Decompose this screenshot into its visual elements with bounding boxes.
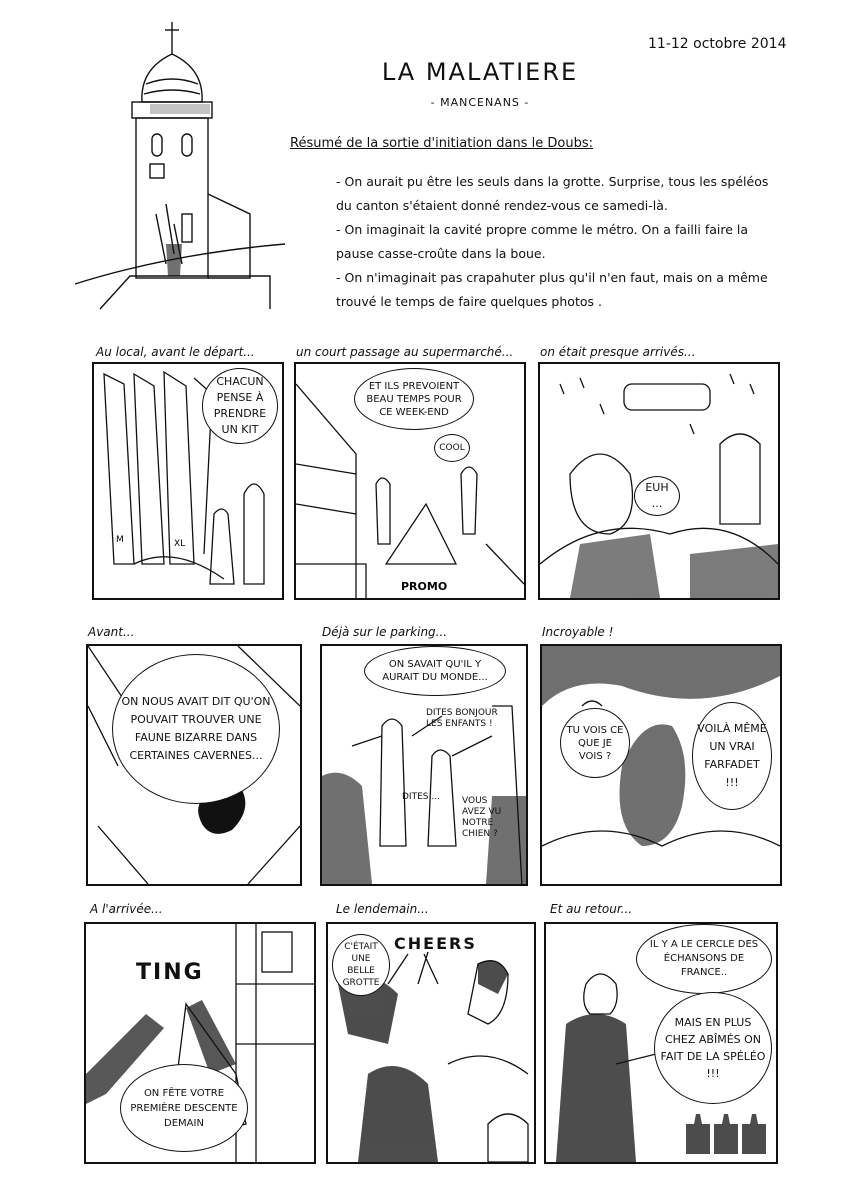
- speech-bubble: VOILÀ MÊME UN VRAI FARFADET !!!: [692, 702, 772, 810]
- panel-6-caption: Incroyable !: [542, 625, 614, 639]
- page-subtitle: - MANCENANS -: [430, 96, 530, 109]
- panel-7-caption: A l'arrivée...: [90, 902, 163, 916]
- panel-4: [86, 644, 302, 886]
- speech-bubble: MAIS EN PLUS CHEZ ABÎMÉS ON FAIT DE LA SPÉLÉO !!!: [654, 992, 772, 1104]
- speech-text: DITES BONJOUR LES ENFANTS !: [426, 708, 498, 729]
- panel-1: [92, 362, 284, 600]
- sound-effect: TING: [136, 960, 204, 985]
- speech-bubble: CHACUN PENSE À PRENDRE UN KIT: [202, 368, 278, 444]
- speech-bubble: ON NOUS AVAIT DIT QU'ON POUVAIT TROUVER UNE FAUNE BIZARRE DANS CERTAINES CAVERNES...: [112, 654, 280, 804]
- speech-bubble: IL Y A LE CERCLE DES ÉCHANSONS DE FRANCE..: [636, 924, 772, 994]
- speech-bubble: ET ILS PREVOIENT BEAU TEMPS POUR CE WEEK-END: [354, 368, 474, 430]
- panel-6: [540, 644, 782, 886]
- panel-9-caption: Et au retour...: [550, 902, 633, 916]
- speech-text: DITES ...: [402, 792, 440, 802]
- speech-text: VOUS AVEZ VU NOTRE CHIEN ?: [462, 796, 502, 839]
- page-date: 11-12 octobre 2014: [648, 36, 787, 52]
- speech-bubble: TU VOIS CE QUE JE VOIS ?: [560, 708, 630, 778]
- speech-bubble: EUH ...: [634, 476, 680, 516]
- summary-item: - On imaginait la cavité propre comme le métro. On a failli faire la pause casse-croûte dans la boue.: [336, 222, 749, 261]
- panel-2: [294, 362, 526, 600]
- panel-3-caption: on était presque arrivés...: [540, 345, 696, 359]
- sound-effect: CHEERS: [394, 934, 477, 953]
- panel-8-caption: Le lendemain...: [336, 902, 429, 916]
- panel-9: [544, 922, 778, 1164]
- page-title: LA MALATIERE: [381, 58, 579, 86]
- panel-1-caption: Au local, avant le départ...: [96, 345, 255, 359]
- panel-8: [326, 922, 536, 1164]
- summary-item: - On aurait pu être les seuls dans la grotte. Surprise, tous les spéléos du canton s'étaient donné rendez-vous ce samedi-là.: [336, 174, 769, 213]
- panel-2-caption: un court passage au supermarché...: [296, 345, 514, 359]
- summary-list: [336, 170, 786, 314]
- panel-3: [538, 362, 780, 600]
- summary-item: - On n'imaginait pas crapahuter plus qu'il n'en faut, mais on a même trouvé le temps de faire quelques photos .: [336, 270, 768, 309]
- speech-bubble: ON SAVAIT QU'IL Y AURAIT DU MONDE...: [364, 646, 506, 696]
- panel-5: [320, 644, 528, 886]
- panel-4-caption: Avant...: [88, 625, 135, 639]
- suit-size-label: M: [116, 535, 124, 545]
- panel-7: [84, 922, 316, 1164]
- church-tower-illustration: [70, 14, 290, 314]
- suit-size-label: XL: [174, 539, 186, 549]
- promo-sign: PROMO: [401, 580, 448, 593]
- summary-heading: Résumé de la sortie d'initiation dans le Doubs:: [290, 136, 593, 151]
- speech-bubble: ON FÊTE VOTRE PREMIÈRE DESCENTE DEMAIN: [120, 1064, 248, 1152]
- speech-bubble: C'ÉTAIT UNE BELLE GROTTE: [332, 934, 390, 996]
- panel-5-caption: Déjà sur le parking...: [322, 625, 448, 639]
- speech-bubble: COOL: [434, 434, 470, 462]
